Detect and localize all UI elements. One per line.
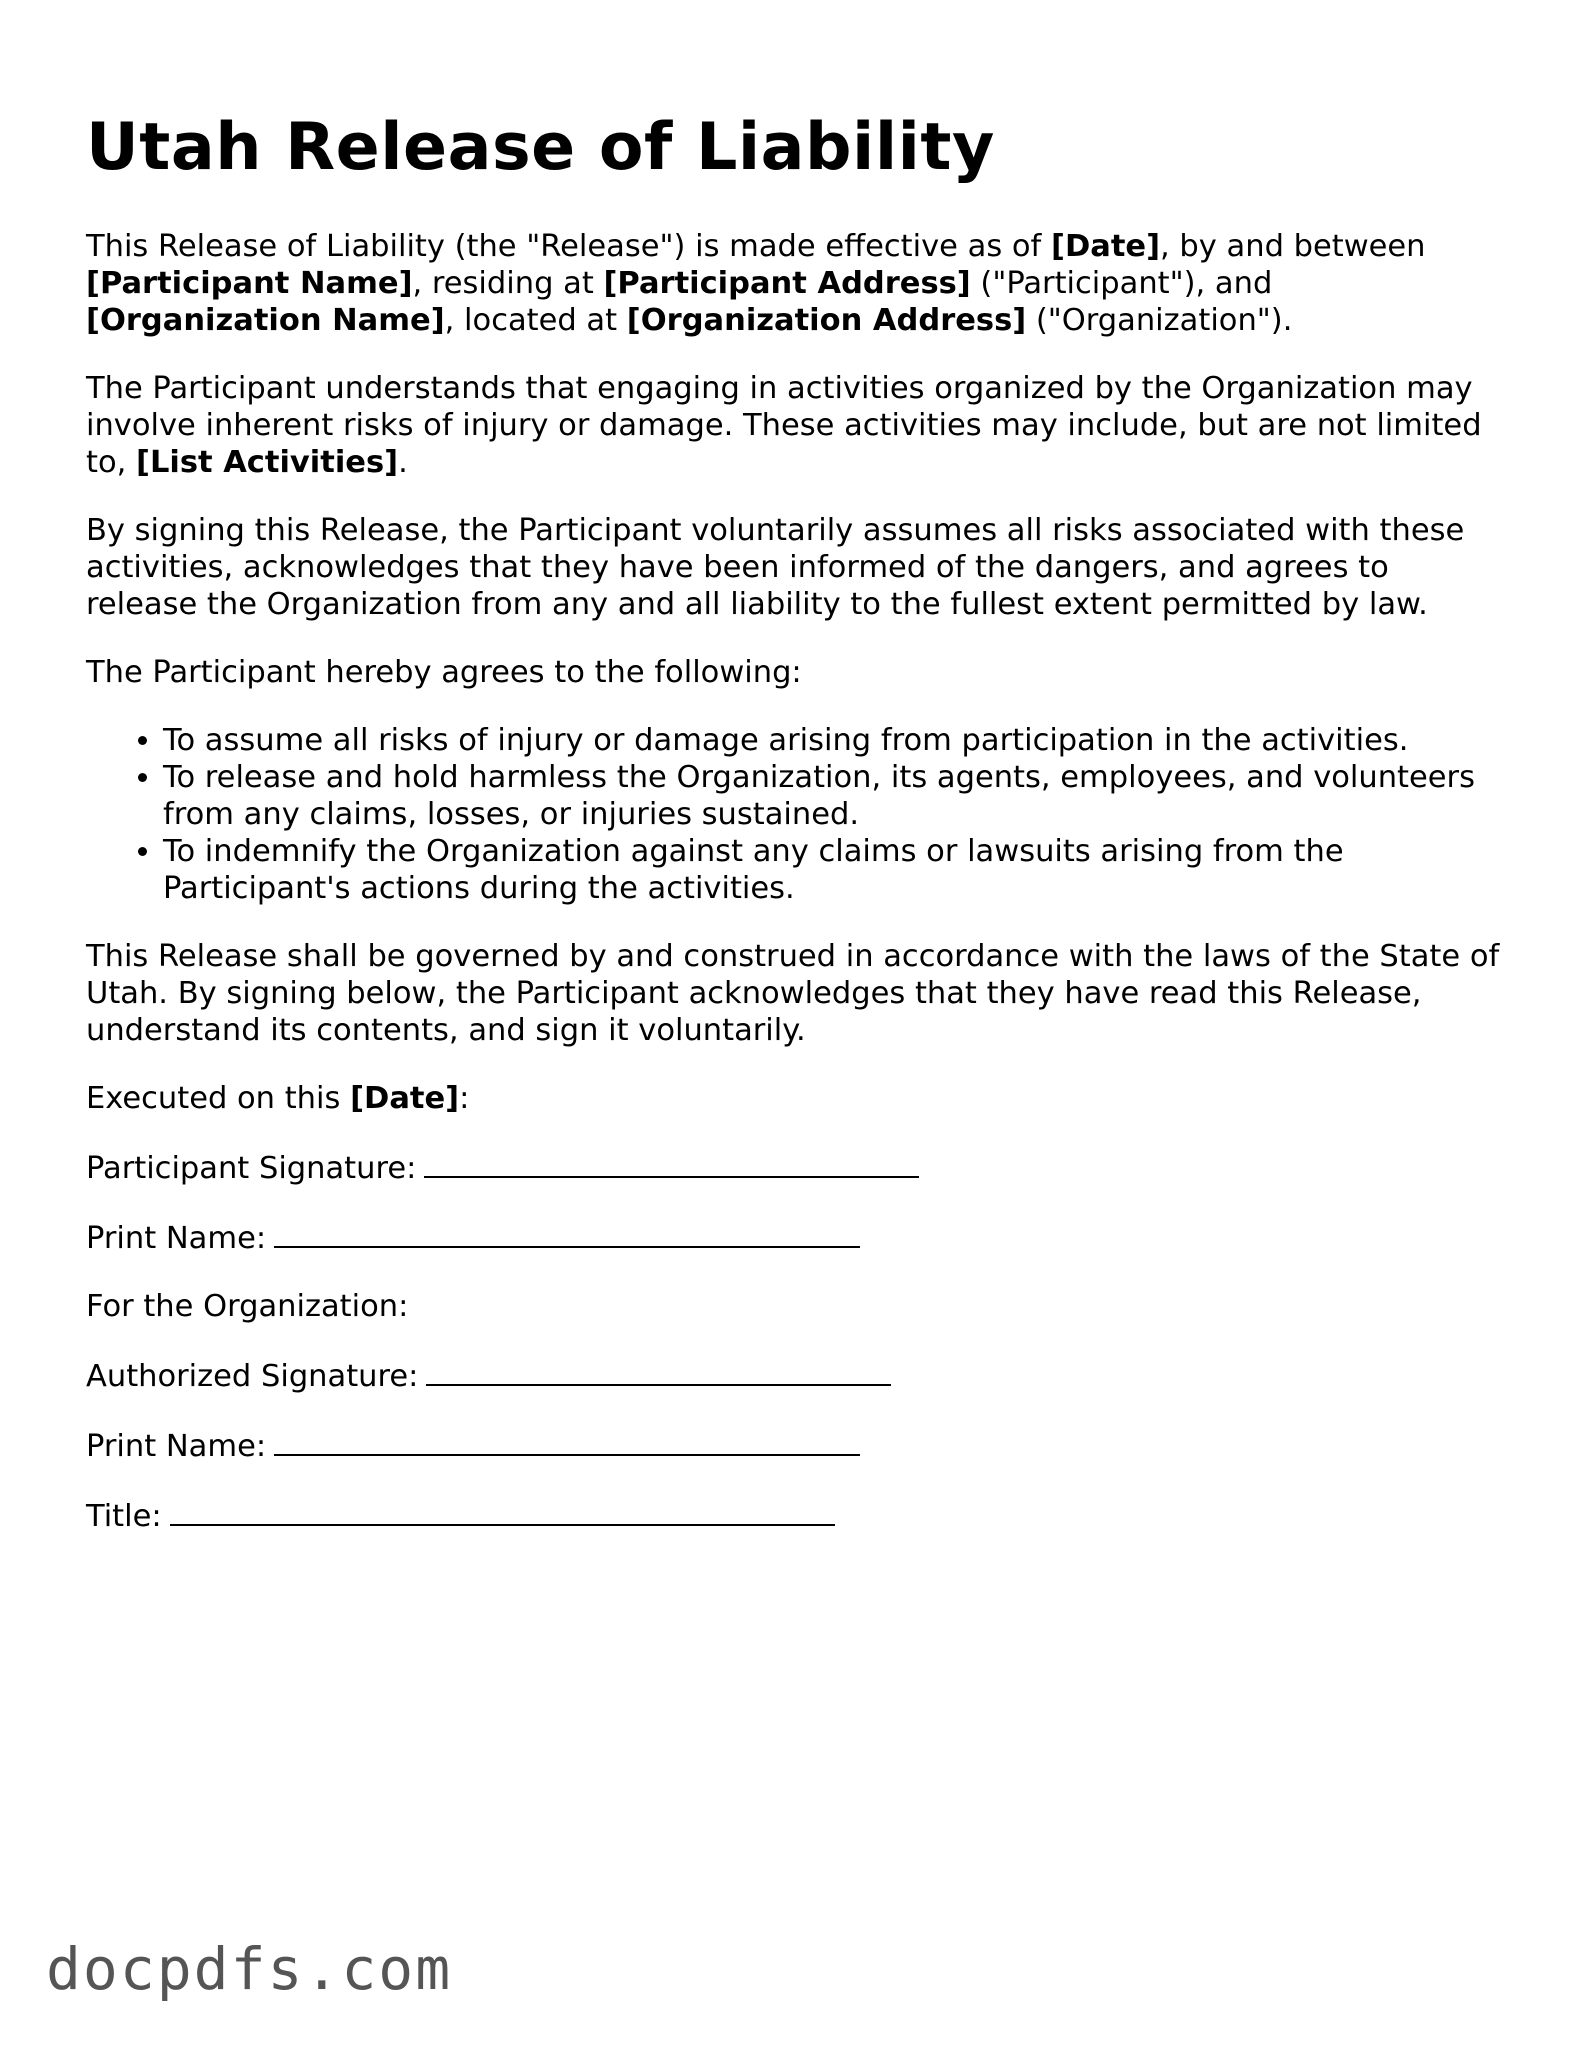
activities-placeholder: [List Activities] [136,445,399,480]
intro-text-5: , located at [444,303,627,338]
for-organization-heading: For the Organization: [86,1289,409,1324]
participant-signature-row [86,1148,1506,1187]
intro-text-1: This Release of Liability (the "Release") is made effective as of [86,229,1051,264]
authorized-signature-row [86,1356,1506,1395]
intro-paragraph [86,228,1506,339]
participant-signature-field[interactable] [424,1148,919,1178]
intro-text-2: , by and between [1160,229,1426,264]
executed-line [86,1080,1506,1117]
executed-date-placeholder: [Date] [350,1081,460,1116]
participant-print-name-label: Print Name: [86,1221,267,1256]
org-print-name-field[interactable] [274,1426,860,1456]
authorized-signature-field[interactable] [426,1356,891,1386]
watermark: docpdfs.com [46,1935,453,2003]
intro-text-4: ("Participant"), and [970,266,1273,301]
intro-text-3: , residing at [412,266,604,301]
title-row [86,1496,1506,1535]
org-print-name-row [86,1426,1506,1465]
participant-address-placeholder: [Participant Address] [603,266,971,301]
document-page [86,108,1506,1566]
agreements-list [86,722,1506,907]
participant-name-placeholder: [Participant Name] [86,266,413,301]
list-item: • To indemnify the Organization against any claims or lawsuits arising from the Participant's actions during the activities. [163,833,1506,907]
executed-text-1: Executed on this [86,1081,351,1116]
list-item: • To assume all risks of injury or damage arising from participation in the activities. [163,722,1506,759]
participant-print-name-field[interactable] [274,1218,860,1248]
risks-paragraph [86,370,1506,481]
authorized-signature-label: Authorized Signature: [86,1359,419,1394]
governing-law-paragraph: This Release shall be governed by and construed in accordance with the laws of the State of Utah. By signing below, the Participant acknowledges that they have read this Release, understand its contents, and sign it voluntarily. [86,939,1500,1048]
risks-text-1: The Participant understands that engaging in activities organized by the Organization may involve inherent risks of injury or damage. These activities may include, but are not limited to, [86,371,1482,480]
title-field[interactable] [170,1496,835,1526]
assumption-paragraph: By signing this Release, the Participant voluntarily assumes all risks associated with these activities, acknowledges that they have been informed of the dangers, and agrees to release the Organization from any and all liability to the fullest extent permitted by law. [86,513,1465,622]
participant-print-name-row [86,1218,1506,1257]
list-item: • To release and hold harmless the Organization, its agents, employees, and volunteers from any claims, losses, or injuries sustained. [163,759,1506,833]
org-print-name-label: Print Name: [86,1429,267,1464]
risks-text-2: . [398,445,408,480]
organization-name-placeholder: [Organization Name] [86,303,445,338]
executed-text-2: : [459,1081,470,1116]
title-label: Title: [86,1499,162,1534]
participant-signature-label: Participant Signature: [86,1151,417,1186]
effective-date-placeholder: [Date] [1051,229,1161,264]
organization-address-placeholder: [Organization Address] [626,303,1027,338]
agrees-intro: The Participant hereby agrees to the following: [86,655,802,690]
intro-text-6: ("Organization"). [1026,303,1293,338]
document-title: Utah Release of Liability [86,110,995,185]
